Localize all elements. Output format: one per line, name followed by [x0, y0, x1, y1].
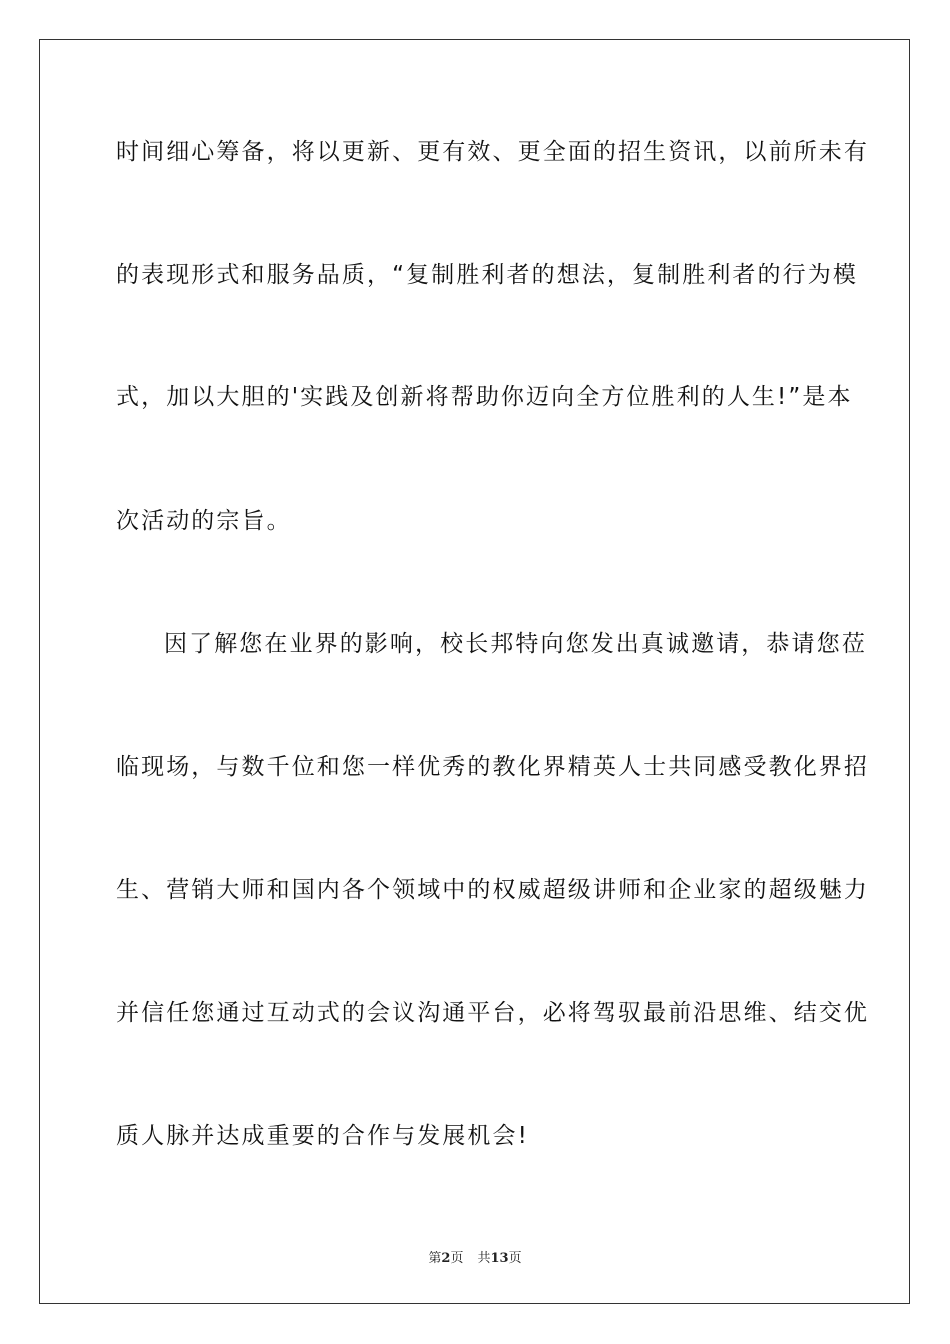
text-line: 质人脉并达成重要的合作与发展机会!	[116, 1123, 529, 1149]
total-prefix: 共	[477, 1251, 491, 1266]
page-border	[39, 39, 910, 1304]
page-footer	[0, 1247, 950, 1266]
text-line: 的表现形式和服务品质，“复制胜利者的想法，复制胜利者的行为模	[116, 262, 858, 288]
text-line: 生、营销大师和国内各个领域中的权威超级讲师和企业家的超级魅力	[116, 877, 869, 903]
text-line: 次活动的宗旨。	[116, 508, 292, 534]
page-number: 2	[441, 1251, 451, 1266]
text-line: 临现场，与数千位和您一样优秀的教化界精英人士共同感受教化界招	[116, 754, 869, 780]
text-line: 式，加以大胆的'实践及创新将帮助你迈向全方位胜利的人生!”是本	[116, 384, 853, 410]
text-line: 并信任您通过互动式的会议沟通平台，必将驾驭最前沿思维、结交优	[116, 1000, 869, 1026]
text-line: 因了解您在业界的影响，校长邦特向您发出真诚邀请，恭请您莅	[164, 631, 867, 657]
total-pages: 13	[490, 1251, 509, 1266]
page-prefix: 第	[428, 1251, 442, 1266]
total-suffix: 页	[508, 1251, 522, 1266]
text-line: 时间细心筹备，将以更新、更有效、更全面的招生资讯，以前所未有	[116, 139, 869, 165]
page-suffix: 页	[450, 1251, 464, 1266]
